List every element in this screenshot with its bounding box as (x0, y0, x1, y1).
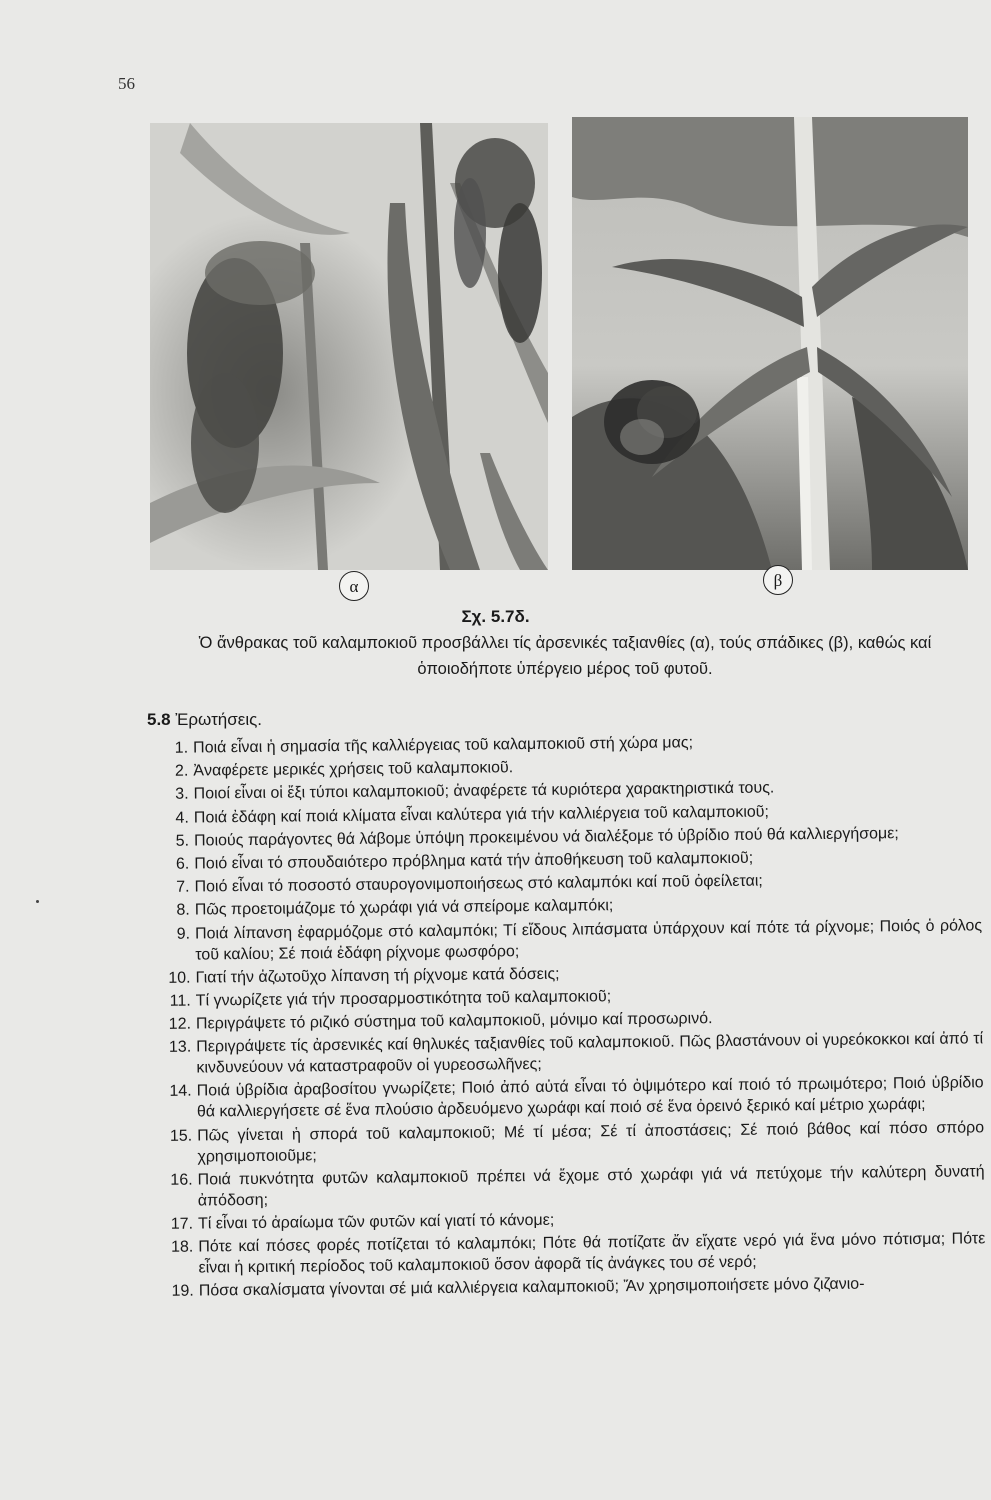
photo-tassel-smut-illustration (150, 123, 548, 570)
figure-caption-line-1: Ὁ ἄνθρακας τοῦ καλαμποκιοῦ προσβάλλει τίς ἀρσενικές ταξιανθίες (α), τούς σπάδικες (β), καθώς καί (198, 634, 932, 652)
question-item (155, 1161, 985, 1212)
question-item (155, 1228, 985, 1279)
figure-caption (150, 630, 980, 682)
question-text: Πῶς γίνεται ἡ σπορά τοῦ καλαμποκιοῦ; Μέ τί μέσα; Σέ τί ἀποστάσεις; Σέ ποιό βάθος καί πόσο σπόρο χρησιμοποιοῦμε; (197, 1118, 985, 1166)
question-number: 8. (176, 901, 190, 920)
section-title: Ἐρωτήσεις. (175, 710, 263, 729)
question-text: Ποιά ἐδάφη καί ποιά κλίματα εἶναι καλύτερα γιά τήν καλλιέργεια τοῦ καλαμποκιοῦ; (193, 803, 770, 827)
question-text: Τί εἶναι τό ἀραίωμα τῶν φυτῶν καί γιατί τό κάνομε; (198, 1211, 555, 1233)
photo-tassel-smut (150, 123, 548, 570)
question-text: Περιγράψετε τίς ἀρσενικές καί θηλυκές ταξιανθίες τοῦ καλαμποκιοῦ. Πῶς βλαστάνουν οἱ γυρεόκοκκοι καί ἀπό τί κινδυνεύουν νά καταστραφοῦν οἱ γυρεοσωλῆνες; (196, 1030, 984, 1077)
scan-speck (36, 900, 39, 903)
photo-label-a: α (339, 571, 369, 601)
question-number: 1. (174, 739, 189, 757)
question-number: 5. (175, 832, 190, 850)
question-number: 4. (175, 809, 189, 827)
question-text: Πῶς προετοιμάζομε τό χωράφι γιά νά σπείρομε καλαμπόκι; (194, 897, 614, 919)
question-text: Ποιούς παράγοντες θά λάβομε ὑπόψη προκειμένου νά διαλέξομε τό ὑβρίδιο πού θά καλλιεργήσομε; (193, 824, 899, 850)
question-number: 12. (168, 1015, 192, 1033)
question-text: Πόσα σκαλίσματα γίνονται σέ μιά καλλιέργεια καλαμποκιοῦ; Ἄν χρησιμοποιήσετε μόνο ζιζανιο- (198, 1275, 865, 1300)
question-text: Ποιά λίπανση ἐφαρμόζομε στό καλαμπόκι; Τί εἴδους λιπάσματα ὑπάρχουν καί πότε τά ρίχνομε; Ποιός ὁ ρόλος τοῦ καλίου; Σέ ποιά ἐδάφη ρίχνομε φωσφόρο; (194, 916, 983, 964)
question-number: 16. (170, 1171, 193, 1189)
question-item (154, 1117, 984, 1168)
photo-ear-smut-illustration (572, 117, 968, 570)
question-text: Ποιά πυκνότητα φυτῶν καλαμποκιοῦ πρέπει νά ἔχομε στό χωράφι γιά νά πετύχομε τήν καλύτερη δυνατή ἀπόδοση; (197, 1163, 985, 1210)
question-number: 3. (175, 785, 189, 804)
question-number: 11. (169, 992, 191, 1010)
photo-label-b: β (763, 565, 793, 595)
question-number: 2. (174, 762, 189, 780)
question-number: 17. (170, 1215, 194, 1233)
question-number: 14. (169, 1083, 192, 1101)
question-text: Ποιά εἶναι ἡ σημασία τῆς καλλιέργειας τοῦ καλαμποκιοῦ στή χώρα μας; (193, 734, 694, 757)
question-text: Περιγράψετε τό ριζικό σύστημα τοῦ καλαμποκιοῦ, μόνιμο καί προσωρινό. (195, 1010, 713, 1033)
question-number: 19. (171, 1282, 194, 1301)
question-number: 15. (169, 1127, 193, 1145)
question-number: 10. (168, 969, 191, 987)
question-number: 9. (176, 925, 191, 943)
question-text: Ἀναφέρετε μερικές χρήσεις τοῦ καλαμποκιοῦ. (193, 759, 514, 780)
question-text: Ποιά ὑβρίδια ἀραβοσίτου γνωρίζετε; Ποιό ἀπό αὐτά εἶναι τό ὀψιμότερο καί ποιό τό πρωιμότερο; Ποιό ὑβρίδιο θά καλλιεργήσετε σέ ἕνα πλούσιο ἀρδευόμενο χωράφι καί ποιό σέ ἕνα ὀρεινό ξερικό καί μέτριο χωράφι; (196, 1074, 984, 1121)
question-text: Ποιοί εἶναι οἱ ἔξι τύποι καλαμποκιοῦ; ἀναφέρετε τά κυριότερα χαρακτηριστικά τους. (193, 779, 775, 803)
section-heading (147, 710, 262, 730)
question-item (152, 915, 982, 966)
question-number: 13. (168, 1038, 192, 1057)
question-number: 7. (176, 878, 190, 896)
question-number: 18. (170, 1238, 194, 1256)
question-text: Πότε καί πόσες φορές ποτίζεται τό καλαμπόκι; Πότε θά ποτίζατε ἄν εἴχατε νερό γιά ἕνα μόνο πότισμα; Πότε εἶναι ἡ κριτική περίοδος τοῦ καλαμποκιοῦ ὅσον ἀφορᾶ τίς ἀνάγκες του σέ νερό; (198, 1230, 986, 1277)
section-number: 5.8 (147, 710, 171, 729)
question-item (154, 1073, 984, 1124)
question-number: 6. (175, 855, 190, 873)
question-text: Ποιό εἶναι τό σπουδαιότερο πρόβλημα κατά τήν ἀποθήκευση τοῦ καλαμποκιοῦ; (194, 849, 754, 873)
page-number: 56 (118, 74, 135, 93)
photo-ear-smut (572, 117, 968, 570)
question-text: Τί γνωρίζετε γιά τήν προσαρμοστικότητα τοῦ καλαμποκιοῦ; (195, 988, 612, 1010)
question-text: Γιατί τήν ἀζωτοῦχο λίπανση τή ρίχνομε κατά δόσεις; (195, 965, 560, 987)
question-text: Ποιό εἶναι τό ποσοστό σταυρογονιμοποιήσεως στό καλαμπόκι καί ποῦ ὀφείλεται; (194, 872, 763, 896)
question-item (153, 1029, 983, 1080)
questions-list (150, 729, 986, 1304)
figure-caption-line-2: ὁποιοδήποτε ὑπέργειο μέρος τοῦ φυτοῦ. (417, 660, 713, 678)
figure-number: Σχ. 5.7δ. (461, 607, 530, 626)
